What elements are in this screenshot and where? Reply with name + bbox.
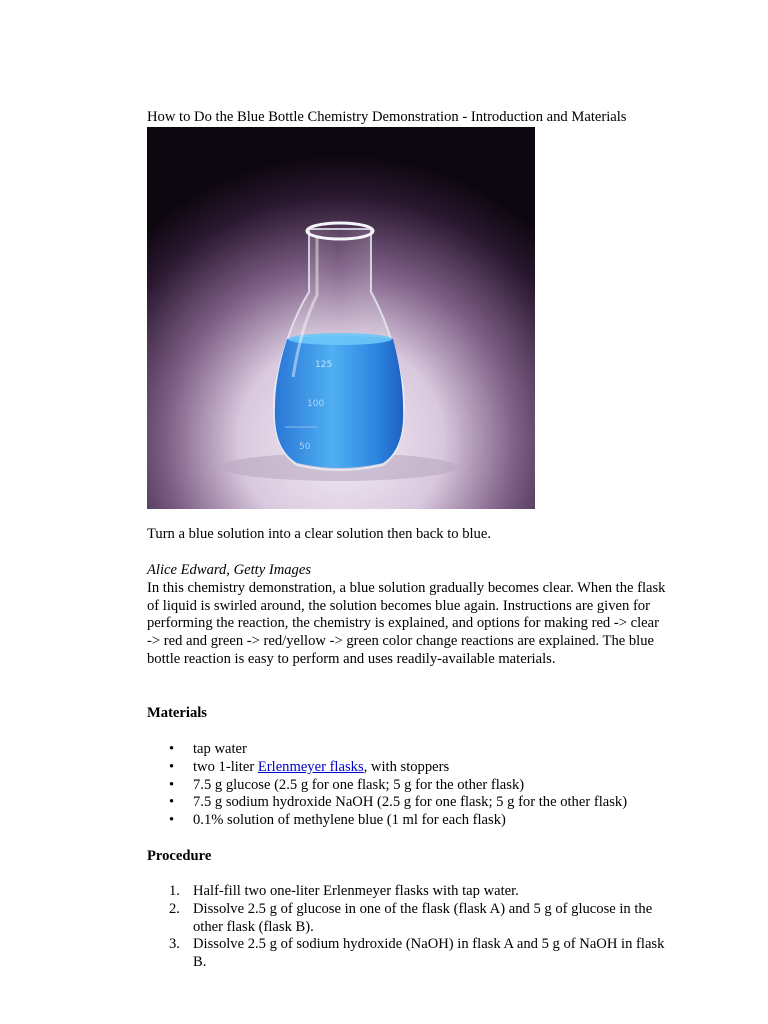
intro-paragraph: In this chemistry demonstration, a blue solution gradually becomes clear. When the flask of liquid is swirled around, the solution becomes blue again. Instructions are given for performing the reaction, the chemistry is explained, and options for making red -> clear -> red and green -> red/yellow -> green color change reactions are explained. The blue bottle reaction is easy to perform and uses readily-available materials.: [147, 579, 666, 667]
erlenmeyer-flasks-link[interactable]: Erlenmeyer flasks: [257, 758, 364, 775]
materials-heading: Materials: [147, 705, 207, 721]
bullet-icon: •: [169, 794, 175, 811]
flask-mark-50: 50: [299, 442, 311, 452]
step-number: 1.: [169, 883, 180, 899]
page-title: How to Do the Blue Bottle Chemistry Demonstration - Introduction and Materials: [147, 109, 627, 125]
flask-mark-100: 100: [307, 399, 325, 409]
photo-credit: Alice Edward, Getty Images: [147, 562, 312, 578]
flask-solution: [275, 336, 403, 468]
procedure-step: 1. Half-fill two one-liter Erlenmeyer flasks with tap water.: [169, 883, 519, 899]
materials-list: [147, 741, 667, 830]
procedure-heading: Procedure: [147, 848, 212, 864]
intro-block: [147, 562, 667, 669]
step-number: 3.: [169, 936, 180, 953]
step-number: 2.: [169, 900, 180, 917]
bullet-icon: •: [169, 812, 175, 829]
bullet-icon: •: [169, 741, 175, 757]
flask-mark-125: 125: [315, 360, 333, 370]
list-item: • 7.5 g glucose (2.5 g for one flask; 5 g for the other flask): [169, 776, 525, 793]
bullet-icon: •: [169, 758, 175, 775]
procedure-list: [147, 883, 667, 972]
list-item: • 7.5 g sodium hydroxide NaOH (2.5 g for one flask; 5 g for the other flask): [169, 794, 628, 811]
procedure-step: 2. Dissolve 2.5 g of glucose in one of the flask (flask A) and 5 g of glucose in the other flask (flask B).: [169, 900, 653, 935]
erlenmeyer-flask-photo: [147, 127, 535, 509]
procedure-step: 3. Dissolve 2.5 g of sodium hydroxide (NaOH) in flask A and 5 g of NaOH in flask B.: [169, 936, 665, 971]
list-item: • tap water: [169, 741, 247, 757]
list-item: • two 1-liter Erlenmeyer flasks, with stoppers: [169, 758, 450, 775]
bullet-icon: •: [169, 776, 175, 793]
photo-caption: Turn a blue solution into a clear solution then back to blue.: [147, 526, 491, 542]
list-item: • 0.1% solution of methylene blue (1 ml for each flask): [169, 812, 506, 829]
